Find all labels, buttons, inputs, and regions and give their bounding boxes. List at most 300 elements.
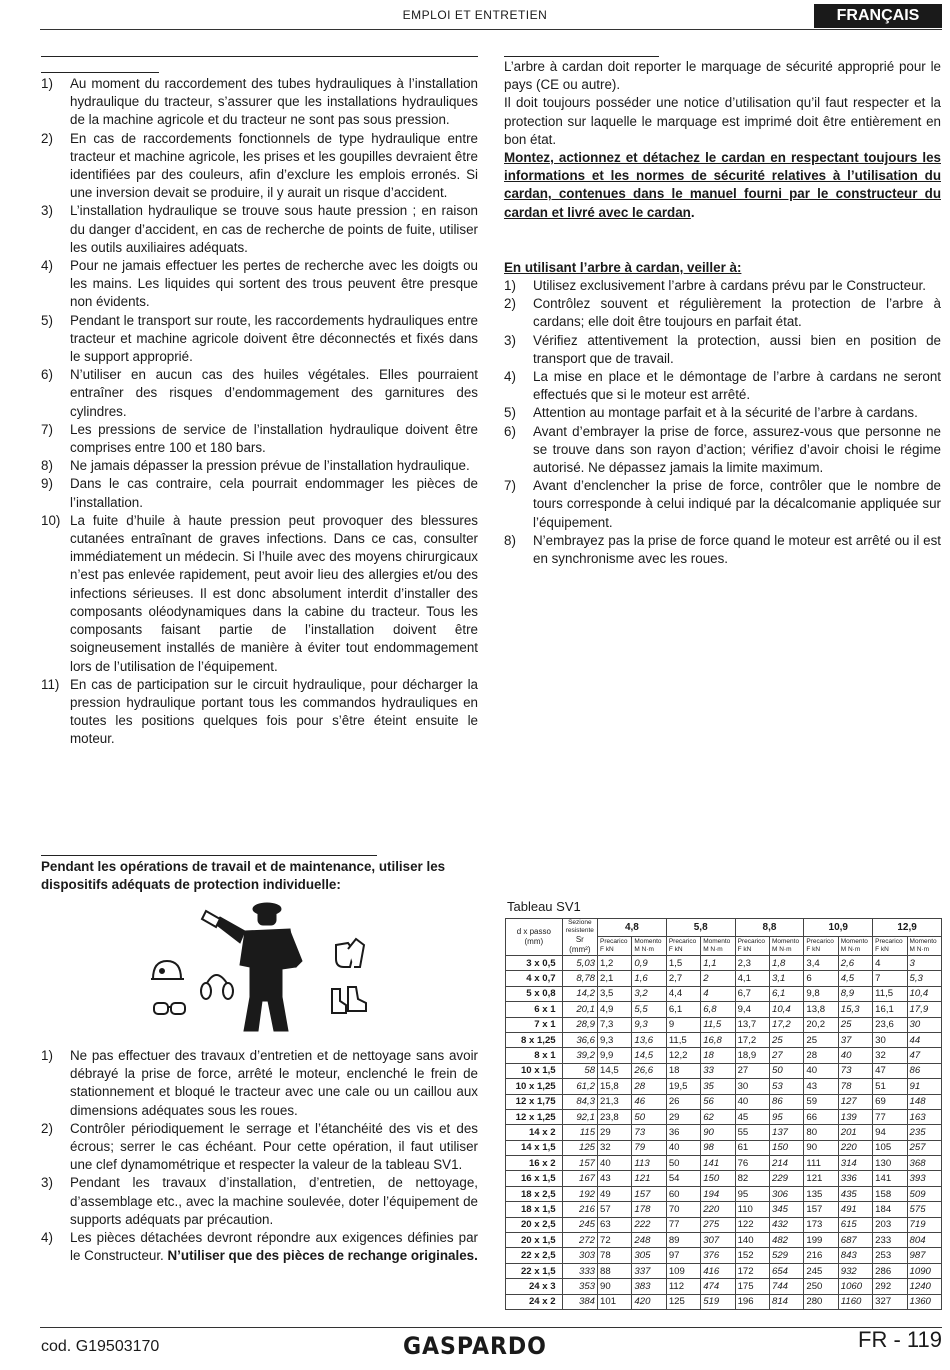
cell-preload: 27 (735, 1063, 769, 1078)
cell-torque: 336 (838, 1171, 872, 1186)
momento-label: Momento (771, 937, 800, 945)
subheader-precarico (666, 936, 700, 955)
cell-torque: 95 (769, 1109, 803, 1124)
cell-torque: 27 (769, 1048, 803, 1063)
table-row (506, 1094, 942, 1109)
cell-preload: 20,2 (804, 1017, 838, 1032)
cell-torque: 35 (701, 1079, 735, 1094)
cell-preload: 29 (666, 1109, 700, 1124)
cell-torque: 5,3 (907, 971, 941, 986)
list-item-text (70, 512, 478, 676)
cell-section: 36,6 (562, 1032, 597, 1047)
cell-preload: 203 (873, 1217, 907, 1232)
cell-preload: 2,1 (598, 971, 632, 986)
list-item-body: Les pièces détachées devront répondre aux exigences définies par le Constructeur. (70, 1230, 478, 1264)
subheader-precarico (735, 936, 769, 955)
list-item-body: L’installation hydraulique se trouve sous haute pression ; en raison du danger d’accident, en cas de recherche de points de fuite, utiliser les outils auxiliaires adéquats. (70, 203, 478, 255)
cell-torque: 50 (769, 1063, 803, 1078)
cell-preload: 157 (804, 1202, 838, 1217)
cell-torque: 345 (769, 1202, 803, 1217)
cell-torque: 47 (907, 1048, 941, 1063)
list-item (504, 332, 941, 368)
list-item (41, 312, 478, 367)
cell-thread: 24 x 3 (506, 1279, 563, 1294)
list-item (41, 75, 478, 130)
list-item-text (533, 477, 941, 532)
cell-preload: 105 (873, 1140, 907, 1155)
list-item-number: 2) (504, 296, 516, 312)
cell-torque: 314 (838, 1156, 872, 1171)
cell-thread: 18 x 1,5 (506, 1202, 563, 1217)
list-item-number: 4) (41, 1230, 53, 1246)
cell-section: 125 (562, 1140, 597, 1155)
subheader-momento (907, 936, 941, 955)
cell-torque: 33 (701, 1063, 735, 1078)
cell-thread: 18 x 2,5 (506, 1186, 563, 1201)
list-item-body: Pendant le transport sur route, les raccordements hydrauliques entre tracteur et machine agricole doivent être déconnectés et fixés dans le support approprié. (70, 312, 478, 365)
table-caption: Tableau SV1 (507, 899, 581, 914)
cell-torque: 1160 (838, 1294, 872, 1309)
cell-torque: 10,4 (769, 1002, 803, 1017)
cell-preload: 13,7 (735, 1017, 769, 1032)
cell-torque: 86 (907, 1063, 941, 1078)
grade-5-8: 5,8 (666, 919, 735, 937)
cell-preload: 9,4 (735, 1002, 769, 1017)
subheader-precarico (598, 936, 632, 955)
cell-torque: 11,5 (701, 1017, 735, 1032)
list-item-body: Pour ne jamais effectuer les pertes de recherche avec les doigts ou les mains. Les liquides qui sortent des trous peuvent être presque non évidents. (70, 258, 478, 310)
cell-thread: 16 x 2 (506, 1156, 563, 1171)
cell-preload: 11,5 (666, 1032, 700, 1047)
cell-preload: 4 (873, 956, 907, 971)
cell-preload: 77 (666, 1217, 700, 1232)
table-row (506, 1048, 942, 1063)
table-row (506, 1002, 942, 1017)
cell-thread: 24 x 2 (506, 1294, 563, 1309)
list-item (504, 423, 941, 478)
cell-preload: 122 (735, 1217, 769, 1232)
cell-thread: 14 x 2 (506, 1125, 563, 1140)
list-item (41, 676, 478, 749)
cell-preload: 6 (804, 971, 838, 986)
cell-torque: 1090 (907, 1263, 941, 1278)
grade-8-8: 8,8 (735, 919, 804, 937)
cell-preload: 90 (804, 1140, 838, 1155)
cell-preload: 253 (873, 1248, 907, 1263)
subheader-precarico (873, 936, 907, 955)
list-item-body: Pendant les travaux d’installation, d’entretien, de nettoyage, d’assemblage etc., avec la machine soulevée, doter l’équipement de supports adéquats par précaution. (70, 1175, 478, 1227)
cell-preload: 69 (873, 1094, 907, 1109)
cell-torque: 654 (769, 1263, 803, 1278)
list-item-number: 4) (504, 369, 516, 385)
cell-preload: 233 (873, 1233, 907, 1248)
cell-torque: 98 (701, 1140, 735, 1155)
header-dx (506, 919, 563, 956)
cell-preload: 280 (804, 1294, 838, 1309)
cell-torque: 73 (838, 1063, 872, 1078)
cell-preload: 101 (598, 1294, 632, 1309)
cell-preload: 97 (666, 1248, 700, 1263)
brand-logo: GASPARDO (403, 1332, 547, 1360)
cell-torque: 62 (701, 1109, 735, 1124)
cell-torque: 305 (632, 1248, 666, 1263)
cell-preload: 7,3 (598, 1017, 632, 1032)
cell-torque: 248 (632, 1233, 666, 1248)
cell-torque: 163 (907, 1109, 941, 1124)
cardan-heading: En utilisant l’arbre à cardan, veiller à: (504, 259, 742, 275)
cell-preload: 55 (735, 1125, 769, 1140)
momento-unit: M N·m (840, 945, 861, 953)
cell-preload: 47 (873, 1063, 907, 1078)
cell-preload: 59 (804, 1094, 838, 1109)
momento-unit: M N·m (703, 945, 723, 953)
list-item-body: N’embrayez pas la prise de force quand le moteur est arrêté ou il est en synchronisme avec les roues. (533, 532, 941, 567)
list-item-body: Utilisez exclusivement l’arbre à cardans prévu par le Constructeur. (533, 278, 926, 294)
cell-preload: 7 (873, 971, 907, 986)
cell-torque: 25 (769, 1032, 803, 1047)
list-item-number: 5) (41, 312, 53, 328)
cell-preload: 43 (804, 1079, 838, 1094)
momento-unit: M N·m (771, 945, 792, 953)
list-item (41, 457, 478, 475)
cell-torque: 509 (907, 1186, 941, 1201)
cell-torque: 275 (701, 1217, 735, 1232)
page-number: FR - 119 (858, 1327, 942, 1352)
cell-thread: 22 x 2,5 (506, 1248, 563, 1263)
cell-preload: 14,5 (598, 1063, 632, 1078)
list-item-text (70, 312, 478, 367)
cell-preload: 95 (735, 1186, 769, 1201)
cell-torque: 0,9 (632, 956, 666, 971)
torque-table-body (506, 956, 942, 1310)
cell-preload: 250 (804, 1279, 838, 1294)
header-sezione: Sezione resistente (565, 919, 594, 934)
cell-section: 115 (562, 1125, 597, 1140)
list-item-body: Ne jamais dépasser la pression prévue de l’installation hydraulique. (70, 458, 470, 474)
header-divider (40, 29, 942, 30)
list-item-number: 1) (504, 278, 516, 294)
precarico-unit: F kN (875, 945, 889, 953)
cell-preload: 18,9 (735, 1048, 769, 1063)
cell-preload: 111 (804, 1156, 838, 1171)
cell-torque: 139 (838, 1109, 872, 1124)
worker-figure-icon (202, 903, 302, 1031)
list-item-text (70, 421, 478, 457)
cell-preload: 286 (873, 1263, 907, 1278)
cell-preload: 4,1 (735, 971, 769, 986)
cell-torque: 432 (769, 1217, 803, 1232)
cell-section: 333 (562, 1263, 597, 1278)
list-item-body: En cas de participation sur le circuit hydraulique, pour décharger la pression hydraulique portant tous les commandos hydrauliques en toutes les positions quelques fois pour s’être éteint ensuite le moteur. (70, 676, 478, 747)
cell-preload: 1,2 (598, 956, 632, 971)
table-row (506, 1140, 942, 1155)
cell-torque: 14,5 (632, 1048, 666, 1063)
cell-torque: 482 (769, 1233, 803, 1248)
cell-torque: 932 (838, 1263, 872, 1278)
cell-preload: 130 (873, 1156, 907, 1171)
cell-preload: 16,1 (873, 1002, 907, 1017)
cell-torque: 44 (907, 1032, 941, 1047)
cell-section: 157 (562, 1156, 597, 1171)
cell-preload: 40 (598, 1156, 632, 1171)
cell-thread: 6 x 1 (506, 1002, 563, 1017)
cell-section: 384 (562, 1294, 597, 1309)
cell-preload: 32 (873, 1048, 907, 1063)
cell-section: 20,1 (562, 1002, 597, 1017)
cell-torque: 16,8 (701, 1032, 735, 1047)
list-item-number: 9) (41, 476, 53, 492)
list-item-number: 3) (41, 203, 53, 219)
list-item-number: 1) (41, 76, 53, 91)
cell-torque: 121 (632, 1171, 666, 1186)
cell-preload: 1,5 (666, 956, 700, 971)
cell-torque: 79 (632, 1140, 666, 1155)
cell-torque: 376 (701, 1248, 735, 1263)
list-item-text (70, 1229, 478, 1265)
cell-preload: 9,9 (598, 1048, 632, 1063)
list-item (41, 202, 478, 257)
cell-preload: 3,5 (598, 986, 632, 1001)
list-item-text (70, 1047, 478, 1120)
subheader-momento (701, 936, 735, 955)
cell-preload: 245 (804, 1263, 838, 1278)
cell-preload: 61 (735, 1140, 769, 1155)
list-item-number: 4) (41, 258, 53, 274)
torque-table (505, 918, 942, 1310)
cell-section: 245 (562, 1217, 597, 1232)
precarico-unit: F kN (737, 945, 752, 953)
list-item-body: N’utiliser en aucun cas des huiles végétales. Elles pourraient entraîner des risques d’endommagement des garnitures des cylindres. (70, 367, 478, 419)
cell-preload: 9,8 (804, 986, 838, 1001)
cell-torque: 150 (769, 1140, 803, 1155)
cell-section: 28,9 (562, 1017, 597, 1032)
cell-torque: 235 (907, 1125, 941, 1140)
cell-torque: 28 (632, 1079, 666, 1094)
table-row (506, 1032, 942, 1047)
list-item (504, 477, 941, 532)
cell-preload: 112 (666, 1279, 700, 1294)
list-item (41, 1047, 478, 1120)
cell-preload: 140 (735, 1233, 769, 1248)
cell-torque: 814 (769, 1294, 803, 1309)
cell-torque: 56 (701, 1094, 735, 1109)
right-column (504, 56, 941, 568)
cell-preload: 172 (735, 1263, 769, 1278)
list-item-number: 11) (41, 676, 60, 692)
cell-torque: 78 (838, 1079, 872, 1094)
list-item-body: La fuite d’huile à haute pression peut provoquer des blessures cutanées entraînant de graves infections. Dans ce cas, consulter immédiatement un médecin. Si l’huile avec des moyens chirurgicaux n’est pas enlevée rapidement, peut avoir lieu des allergies et/ou des infections sérieuses. Il est donc absolument interdit d’installer des composants oléodynamiques dans la cabine du tracteur. Tous les composants faisant partie de l’installation doivent être soigneusement installés de manière à éviter tout endommagement lors de l’utilisation de l’équipement. (70, 512, 478, 674)
cell-preload: 4,9 (598, 1002, 632, 1017)
table-row (506, 1079, 942, 1094)
list-item (41, 257, 478, 312)
cell-torque: 2,6 (838, 956, 872, 971)
cell-section: 61,2 (562, 1079, 597, 1094)
gloves-icon (336, 939, 364, 967)
list-item (504, 404, 941, 422)
precarico-unit: F kN (668, 945, 683, 953)
cell-torque: 15,3 (838, 1002, 872, 1017)
cell-preload: 121 (804, 1171, 838, 1186)
cell-preload: 30 (873, 1032, 907, 1047)
momento-label: Momento (840, 937, 868, 945)
cell-preload: 18 (666, 1063, 700, 1078)
list-item-number: 6) (504, 423, 516, 439)
cell-torque: 575 (907, 1202, 941, 1217)
list-item-text (533, 404, 941, 422)
cell-torque: 615 (838, 1217, 872, 1232)
cell-preload: 11,5 (873, 986, 907, 1001)
table-row (506, 1186, 942, 1201)
cell-section: 92,1 (562, 1109, 597, 1124)
cell-section: 167 (562, 1171, 597, 1186)
list-item-number: 1) (41, 1048, 53, 1063)
table-row (506, 1125, 942, 1140)
list-item (41, 421, 478, 457)
list-item (41, 130, 478, 203)
cell-preload: 43 (598, 1171, 632, 1186)
cell-preload: 70 (666, 1202, 700, 1217)
list-item-body: Ne pas effectuer des travaux d’entretien et de nettoyage sans avoir débrayé la prise de force, arrêté le moteur, enclenché le frein de stationnement et bloqué le tracteur avec une cale ou un caillou aux dimensions adéquates sous les roues. (70, 1048, 478, 1118)
cell-torque: 73 (632, 1125, 666, 1140)
section-rule (41, 855, 377, 856)
precarico-unit: F kN (600, 945, 614, 953)
cell-torque: 91 (907, 1079, 941, 1094)
table-row (506, 1217, 942, 1232)
cell-torque: 1360 (907, 1294, 941, 1309)
list-item-text (533, 532, 941, 568)
list-item-body: Dans le cas contraire, cela pourrait endommager les pièces de l’installation. (70, 476, 478, 510)
cell-torque: 257 (907, 1140, 941, 1155)
document-code: cod. G19503170 (41, 1338, 160, 1355)
list-item (504, 368, 941, 404)
list-item (504, 295, 941, 331)
precarico-label: Precarico (668, 937, 697, 945)
cell-torque: 127 (838, 1094, 872, 1109)
cell-preload: 54 (666, 1171, 700, 1186)
cell-preload: 26 (666, 1094, 700, 1109)
list-item-number: 2) (41, 130, 53, 146)
cell-torque: 141 (701, 1156, 735, 1171)
cell-torque: 86 (769, 1094, 803, 1109)
cell-preload: 40 (666, 1140, 700, 1155)
cell-torque: 5,5 (632, 1002, 666, 1017)
cell-torque: 137 (769, 1125, 803, 1140)
cell-torque: 26,6 (632, 1063, 666, 1078)
ppe-illustration (150, 897, 380, 1035)
cell-torque: 307 (701, 1233, 735, 1248)
cell-section: 272 (562, 1233, 597, 1248)
cell-preload: 57 (598, 1202, 632, 1217)
header-sr (562, 919, 597, 956)
cell-section: 5,03 (562, 956, 597, 971)
precarico-label: Precarico (737, 937, 766, 945)
precarico-label: Precarico (875, 937, 903, 945)
safety-boots-icon (332, 987, 366, 1013)
ear-protection-icon (201, 975, 233, 999)
cell-torque: 25 (838, 1017, 872, 1032)
list-item-text (70, 202, 478, 257)
language-badge: FRANÇAIS (814, 4, 942, 28)
cell-torque: 6,1 (769, 986, 803, 1001)
cell-torque: 843 (838, 1248, 872, 1263)
list-item-number: 8) (504, 532, 516, 548)
cell-section: 14,2 (562, 986, 597, 1001)
cell-torque: 420 (632, 1294, 666, 1309)
cell-torque: 3 (907, 956, 941, 971)
table-row (506, 986, 942, 1001)
precarico-unit: F kN (806, 945, 821, 953)
cell-torque: 3,2 (632, 986, 666, 1001)
cell-torque: 150 (701, 1171, 735, 1186)
cell-torque: 4 (701, 986, 735, 1001)
cell-thread: 14 x 1,5 (506, 1140, 563, 1155)
momento-unit: M N·m (909, 945, 930, 953)
list-item-number: 2) (41, 1120, 53, 1136)
cell-preload: 327 (873, 1294, 907, 1309)
cell-preload: 6,1 (666, 1002, 700, 1017)
cell-preload: 2,7 (666, 971, 700, 986)
list-item-body: Contrôler périodiquement le serrage et l’étanchéité des vis et des écrous; serrer le cas échéant. Pour cette opération, il faut utiliser une clef dynamométrique et respecter la valeur de la tableau SV1. (70, 1120, 478, 1173)
cell-preload: 94 (873, 1125, 907, 1140)
cell-preload: 158 (873, 1186, 907, 1201)
cell-section: 58 (562, 1063, 597, 1078)
header-dx-label: d x passo (mm) (516, 927, 551, 946)
table-row (506, 1017, 942, 1032)
cardan-list (504, 277, 941, 568)
cell-section: 353 (562, 1279, 597, 1294)
list-item-body: En cas de raccordements fonctionnels de type hydraulique entre tracteur et machine agricole, les prises et les goupilles devraient être identifiées par des couleurs, afin d’exclure les emplois erronés. Si une inversion devait se produire, il y aurait un risque d’accident. (70, 130, 478, 201)
cell-preload: 21,3 (598, 1094, 632, 1109)
list-item-number: 10) (41, 512, 61, 528)
cell-torque: 719 (907, 1217, 941, 1232)
cell-preload: 4,4 (666, 986, 700, 1001)
cell-thread: 22 x 1,5 (506, 1263, 563, 1278)
list-item (41, 512, 478, 676)
cell-thread: 4 x 0,7 (506, 971, 563, 986)
cell-preload: 50 (666, 1156, 700, 1171)
cell-preload: 15,8 (598, 1079, 632, 1094)
cell-torque: 148 (907, 1094, 941, 1109)
momento-unit: M N·m (634, 945, 654, 953)
cell-torque: 337 (632, 1263, 666, 1278)
cell-preload: 141 (873, 1171, 907, 1186)
cell-preload: 29 (598, 1125, 632, 1140)
subheader-momento (632, 936, 666, 955)
cell-torque: 1240 (907, 1279, 941, 1294)
cell-preload: 78 (598, 1248, 632, 1263)
table-row (506, 1156, 942, 1171)
cell-torque: 1,8 (769, 956, 803, 971)
list-item (504, 277, 941, 295)
cell-torque: 987 (907, 1248, 941, 1263)
helmet-icon (151, 961, 184, 979)
list-item (504, 532, 941, 568)
cell-torque: 214 (769, 1156, 803, 1171)
table-row (506, 1063, 942, 1078)
list-item-number: 7) (41, 421, 53, 437)
cell-torque: 491 (838, 1202, 872, 1217)
hydraulic-list (41, 75, 478, 749)
cell-torque: 90 (701, 1125, 735, 1140)
cell-preload: 196 (735, 1294, 769, 1309)
cell-torque: 201 (838, 1125, 872, 1140)
list-item (41, 1229, 478, 1265)
cell-torque: 13,6 (632, 1032, 666, 1047)
cell-preload: 40 (804, 1063, 838, 1078)
cell-torque: 9,3 (632, 1017, 666, 1032)
list-item-number: 7) (504, 478, 516, 494)
cell-thread: 8 x 1,25 (506, 1032, 563, 1047)
